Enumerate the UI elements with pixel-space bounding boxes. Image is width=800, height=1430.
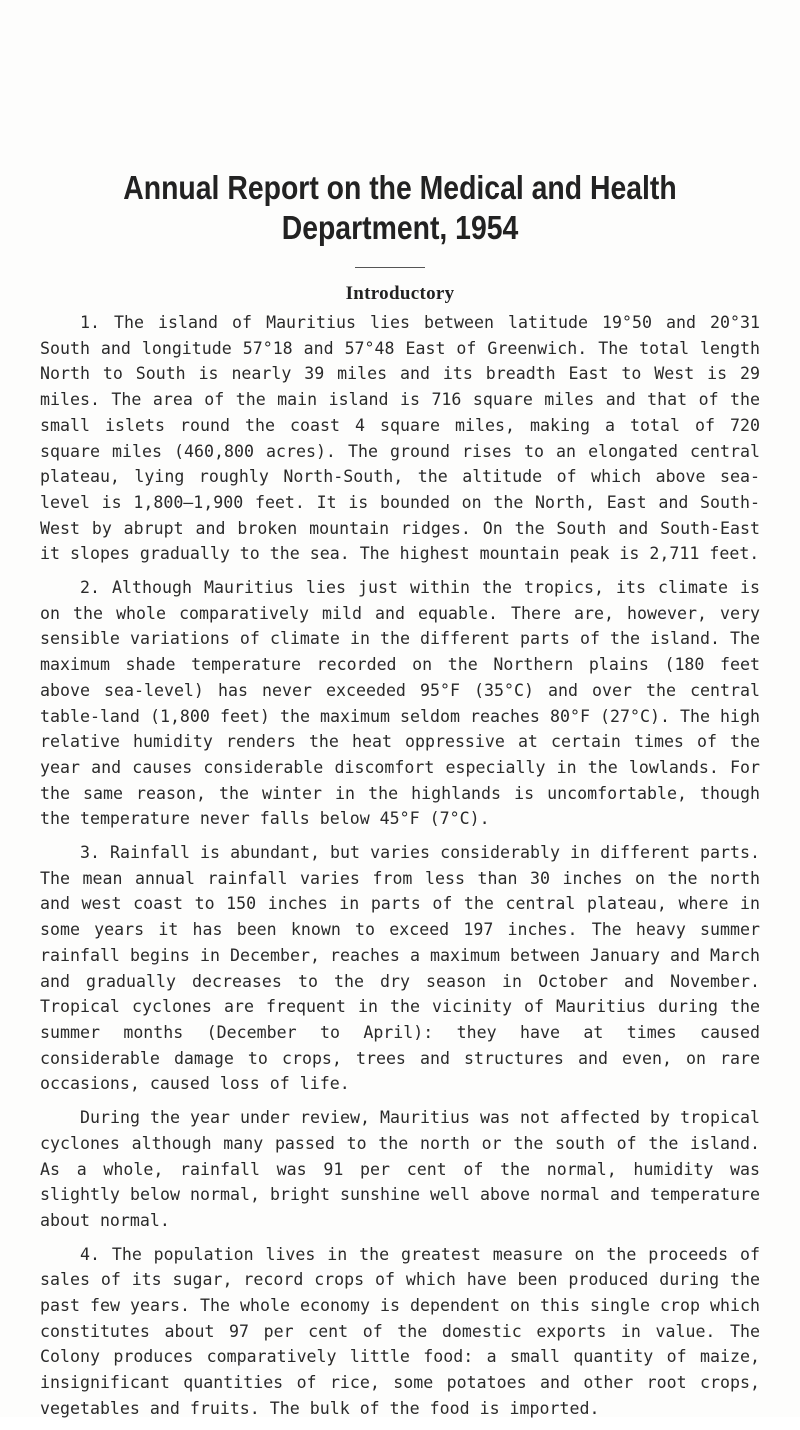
paragraph-4: 4. The population lives in the greatest measure on the proceeds of sales of its sugar, record crops of which have been produced during the past few years. The whole economy is dependent on this single crop which constitutes about 97 per cent of the domestic exports in value. The Colony produces comparatively little food: a small quantity of maize, insignificant quantities of rice, some potatoes and other root crops, vegetables and fruits. The bulk of the food is imported.	[40, 1244, 760, 1418]
body-text	[40, 310, 760, 1430]
report-title	[56, 168, 744, 248]
paragraph-1: 1. The island of Mauritius lies between latitude 19°50 and 20°31 South and longitude 57°18 and 57°48 East of Greenwich. The total length North to South is nearly 39 miles and its breadth East to West is 29 miles. The area of the main island is 716 square miles and that of the small islets round the coast 4 square miles, making a total of 720 square miles (460,800 acres). The ground rises to an elongated central plateau, lying roughly North-South, the altitude of which above sea-level is 1,800—1,900 feet. It is bounded on the North, East and South-West by abrupt and broken mountain ridges. On the South and South-East it slopes gradually to the sea. The highest mountain peak is 2,711 feet.	[40, 313, 760, 564]
report-title-line-1: Annual Report on the Medical and Health	[123, 169, 677, 206]
section-heading: Introductory	[345, 283, 455, 304]
paragraph-3: 3. Rainfall is abundant, but varies considerably in different parts. The mean annual rainfall varies from less than 30 inches on the north and west coast to 150 inches in parts of the central plateau, where in some years it has been known to exceed 197 inches. The heavy summer rainfall begins in December, reaches a maximum between January and March and gradually decreases to the dry season in October and November. Tropical cyclones are frequent in the vicinity of Mauritius during the summer months (December to April): they have at times caused considerable damage to crops, trees and structures and even, on rare occasions, caused loss of life.	[40, 843, 760, 1094]
paragraph-3-continued: During the year under review, Mauritius was not affected by tropical cyclones although many passed to the north or the south of the island. As a whole, rainfall was 91 per cent of the normal, humidity was slightly below normal, bright sunshine well above normal and temperature about normal.	[40, 1108, 760, 1230]
title-divider	[355, 267, 425, 268]
paragraph-2: 2. Although Mauritius lies just within the tropics, its climate is on the whole comparatively mild and equable. There are, however, very sensible variations of climate in the different parts of the island. The maximum shade temperature recorded on the Northern plains (180 feet above sea-level) has never exceeded 95°F (35°C) and over the central table-land (1,800 feet) the maximum seldom reaches 80°F (27°C). The high relative humidity renders the heat oppressive at certain times of the year and causes considerable discomfort especially in the lowlands. For the same reason, the winter in the highlands is uncomfortable, though the temperature never falls below 45°F (7°C).	[40, 578, 760, 829]
report-title-line-2: Department, 1954	[281, 209, 519, 246]
